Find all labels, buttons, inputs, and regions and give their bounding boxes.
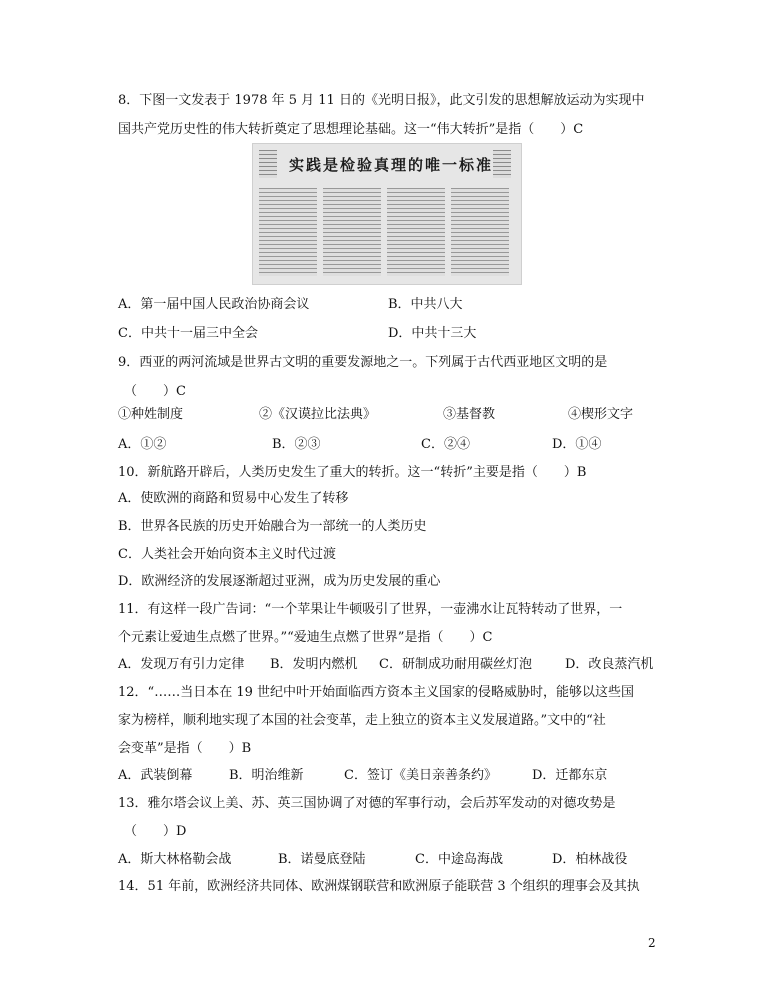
- q10-option-c: C．人类社会开始向资本主义时代过渡: [118, 547, 336, 562]
- q12-stem-line1: 12．“……当日本在 19 世纪中叶开始面临西方资本主义国家的侵略威胁时，能够以这些国: [118, 685, 634, 700]
- clipping-text-block: [493, 150, 511, 178]
- q12-option-d: D．迁都东京: [532, 768, 608, 783]
- q12-option-c: C．签订《美日亲善条约》: [344, 768, 497, 783]
- q9-stem-line1: 9．西亚的两河流域是世界古文明的重要发源地之一。下列属于古代西亚地区文明的是: [118, 355, 608, 370]
- q9-item-2: ②《汉谟拉比法典》: [259, 407, 377, 422]
- q10-stem: 10．新航路开辟后，人类历史发生了重大的转折。这一“转折”主要是指（ ）B: [118, 465, 587, 480]
- q11-option-a: A．发现万有引力定律: [118, 657, 245, 672]
- page-number: 2: [648, 936, 656, 950]
- q8-stem-line1: 8．下图一文发表于 1978 年 5 月 11 日的《光明日报》，此文引发的思想解放运动为实现中: [118, 93, 645, 108]
- q11-stem-line2: 个元素让爱迪生点燃了世界。”“爱迪生点燃了世界”是指（ ）C: [118, 630, 493, 645]
- q9-item-3: ③基督教: [443, 407, 496, 422]
- q8-option-c: C．中共十一届三中全会: [118, 326, 258, 341]
- newspaper-clipping-image: [252, 143, 522, 285]
- q11-option-c: C．研制成功耐用碳丝灯泡: [379, 657, 532, 672]
- q9-item-4: ④楔形文字: [568, 407, 634, 422]
- q13-option-c: C．中途岛海战: [415, 852, 503, 867]
- q8-option-b: B．中共八大: [388, 297, 463, 312]
- q9-option-b: B．②③: [272, 437, 321, 452]
- q9-stem-line2: （ ）C: [124, 384, 186, 399]
- q10-option-b: B．世界各民族的历史开始融合为一部统一的人类历史: [118, 519, 427, 534]
- clipping-text-column: [323, 188, 381, 276]
- q9-option-a: A．①②: [118, 437, 167, 452]
- q11-option-b: B．发明内燃机: [270, 657, 358, 672]
- q12-stem-line2: 家为榜样，顺利地实现了本国的社会变革，走上独立的资本主义发展道路。”文中的“社: [118, 713, 606, 728]
- q12-option-b: B．明治维新: [229, 768, 304, 783]
- clipping-text-column: [387, 188, 445, 276]
- q8-stem-line2: 国共产党历史性的伟大转折奠定了思想理论基础。这一“伟大转折”是指（ ）C: [118, 122, 584, 137]
- q9-option-d: D．①④: [552, 437, 602, 452]
- q9-item-1: ①种姓制度: [118, 407, 184, 422]
- q13-stem-line1: 13．雅尔塔会议上美、苏、英三国协调了对德的军事行动，会后苏军发动的对德攻势是: [118, 796, 616, 811]
- clipping-text-column: [451, 188, 509, 276]
- q14-stem-line1: 14．51 年前，欧洲经济共同体、欧洲煤钢联营和欧洲原子能联营 3 个组织的理事会及其执: [118, 879, 640, 894]
- q9-option-c: C．②④: [421, 437, 470, 452]
- q11-option-d: D．改良蒸汽机: [565, 657, 654, 672]
- q8-option-d: D．中共十三大: [388, 326, 477, 341]
- q11-stem-line1: 11．有这样一段广告词：“一个苹果让牛顿吸引了世界，一壶沸水让瓦特转动了世界，一: [118, 602, 623, 617]
- q13-option-a: A．斯大林格勒会战: [118, 852, 232, 867]
- q13-option-b: B．诺曼底登陆: [278, 852, 366, 867]
- clipping-headline: 实践是检验真理的唯一标准: [289, 156, 494, 174]
- q10-option-a: A．使欧洲的商路和贸易中心发生了转移: [118, 491, 349, 506]
- q13-stem-line2: （ ）D: [124, 824, 187, 839]
- clipping-text-block: [259, 150, 277, 178]
- q12-option-a: A．武装倒幕: [118, 768, 193, 783]
- q12-stem-line3: 会变革”是指（ ）B: [118, 741, 252, 756]
- clipping-text-column: [259, 188, 317, 276]
- q8-option-a: A．第一届中国人民政治协商会议: [118, 297, 310, 312]
- q10-option-d: D．欧洲经济的发展逐渐超过亚洲，成为历史发展的重心: [118, 574, 441, 589]
- q13-option-d: D．柏林战役: [552, 852, 628, 867]
